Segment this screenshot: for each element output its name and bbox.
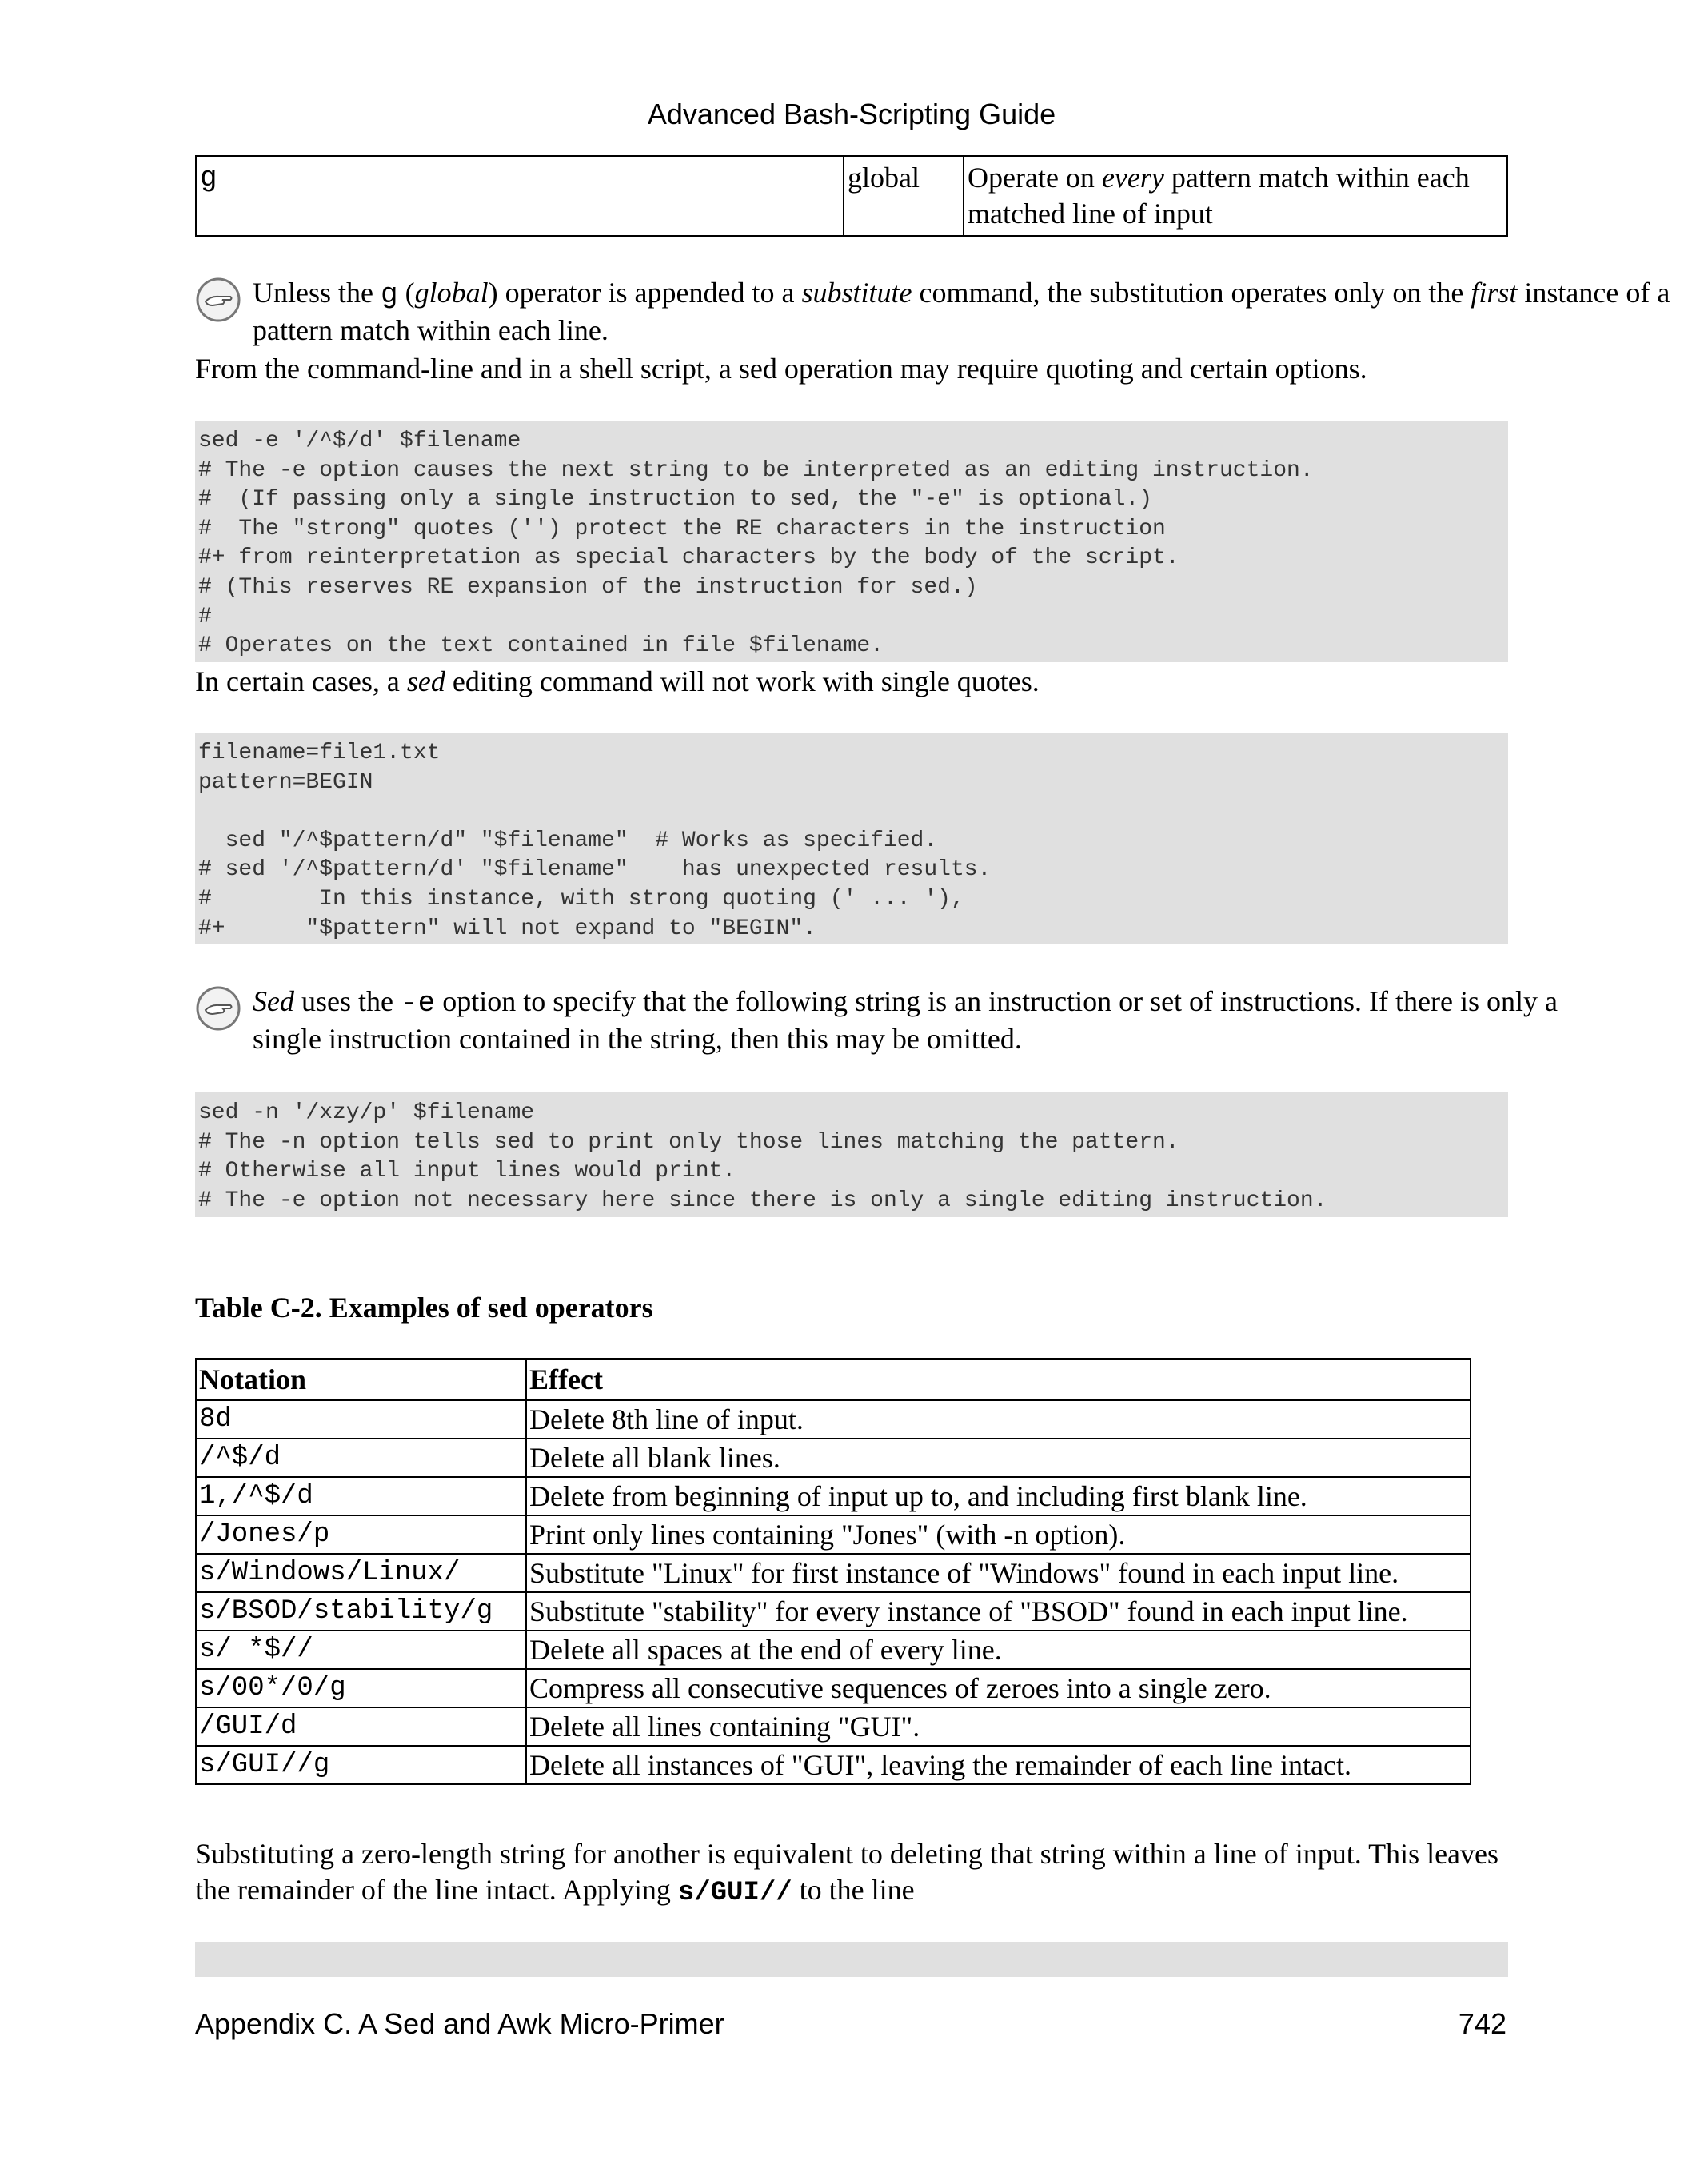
code-line: sed "/^$pattern/d" "$filename" # Works as specified.: [198, 828, 938, 853]
code-line: # The -e option not necessary here since there is only a single editing instruction.: [198, 1188, 1327, 1213]
code-line: # The -e option causes the next string to be interpreted as an editing instruction.: [198, 457, 1314, 483]
effect-cell: Delete all lines containing "GUI".: [526, 1707, 1471, 1746]
code-line: # Otherwise all input lines would print.: [198, 1159, 736, 1184]
table-row: [196, 1746, 1471, 1784]
table-row: [196, 1515, 1471, 1554]
code-line: pattern=BEGIN: [198, 769, 373, 795]
table-row: [196, 1707, 1471, 1746]
code-line: sed -n '/xzy/p' $filename: [198, 1100, 535, 1125]
notation-cell: /GUI/d: [196, 1707, 526, 1746]
code-line: #+ "$pattern" will not expand to "BEGIN".: [198, 916, 816, 941]
effect-cell: Delete all blank lines.: [526, 1439, 1471, 1477]
table-header-row: [196, 1359, 1471, 1400]
table-caption: Table C-2. Examples of sed operators: [195, 1292, 653, 1324]
column-header: Effect: [526, 1359, 1471, 1400]
code-line: # (This reserves RE expansion of the instruction for sed.): [198, 574, 978, 600]
notation-cell: s/Windows/Linux/: [196, 1554, 526, 1592]
paragraph: Substituting a zero-length string for another is equivalent to deleting that string within a line of input. This leaves the remainder of the line intact. Applying s/GUI// to the line: [195, 1838, 1499, 1908]
table-row: [196, 1554, 1471, 1592]
code-block: [195, 1942, 1508, 1977]
table-row: [196, 1669, 1471, 1707]
notation-cell: 1,/^$/d: [196, 1477, 526, 1515]
paragraph: In certain cases, a sed editing command will not work with single quotes.: [195, 665, 1040, 697]
column-header: Notation: [196, 1359, 526, 1400]
effect-cell: Substitute "Linux" for first instance of "Windows" found in each input line.: [526, 1554, 1471, 1592]
desc-text: pattern match within each matched line of input: [968, 162, 1470, 230]
desc-emphasis: every: [1101, 162, 1164, 194]
operator-cell: g: [196, 156, 844, 236]
code-line: filename=file1.txt: [198, 741, 441, 765]
effect-cell: Compress all consecutive sequences of zeroes into a single zero.: [526, 1669, 1471, 1707]
note-text: Unless the g (global) operator is appended to a substitute command, the substitution operates only on the first instance of a pattern match within each line.: [253, 277, 1670, 346]
code-line: # (If passing only a single instruction to sed, the "-e" is optional.): [198, 487, 1152, 513]
table-row: [196, 1400, 1471, 1439]
sed-operators-table: [195, 1358, 1471, 1785]
code-line: [198, 797, 1505, 827]
notation-cell: s/00*/0/g: [196, 1669, 526, 1707]
operator-desc-cell: [964, 156, 1507, 236]
notation-cell: /Jones/p: [196, 1515, 526, 1554]
code-line: # The "strong" quotes ('') protect the RE characters in the instruction: [198, 516, 1166, 541]
effect-cell: Delete 8th line of input.: [526, 1400, 1471, 1439]
operator-name-cell: global: [844, 156, 964, 236]
code-line: # sed '/^$pattern/d' "$filename" has unexpected results.: [198, 857, 992, 883]
table-row: [196, 1439, 1471, 1477]
code-line: #: [198, 604, 212, 629]
notation-cell: /^$/d: [196, 1439, 526, 1477]
notation-cell: s/BSOD/stability/g: [196, 1592, 526, 1631]
notation-cell: s/GUI//g: [196, 1746, 526, 1784]
code-line: #+ from reinterpretation as special characters by the body of the script.: [198, 545, 1179, 571]
table-row: [196, 156, 1507, 236]
desc-text: Operate on: [968, 162, 1102, 194]
table-body: [196, 1400, 1471, 1784]
page-header-title: Advanced Bash-Scripting Guide: [647, 98, 1056, 130]
code-block: [195, 733, 1508, 944]
code-line: # The -n option tells sed to print only those lines matching the pattern.: [198, 1129, 1179, 1155]
notation-cell: s/ *$//: [196, 1631, 526, 1669]
effect-cell: Print only lines containing "Jones" (with -n option).: [526, 1515, 1471, 1554]
effect-cell: Delete from beginning of input up to, and including first blank line.: [526, 1477, 1471, 1515]
effect-cell: Delete all spaces at the end of every line.: [526, 1631, 1471, 1669]
code-line: # In this instance, with strong quoting (' ... '),: [198, 886, 964, 912]
top-table: [195, 155, 1508, 237]
table-row: [196, 1592, 1471, 1631]
pointing-hand-note-icon: [195, 277, 241, 323]
code-block: [195, 1092, 1508, 1217]
pointing-hand-note-icon: [195, 985, 241, 1032]
page-number: 742: [1458, 2007, 1506, 2040]
effect-cell: Substitute "stability" for every instance of "BSOD" found in each input line.: [526, 1592, 1471, 1631]
code-line: sed -e '/^$/d' $filename: [198, 429, 521, 453]
effect-cell: Delete all instances of "GUI", leaving the remainder of each line intact.: [526, 1746, 1471, 1784]
notation-cell: 8d: [196, 1400, 526, 1439]
paragraph: From the command-line and in a shell script, a sed operation may require quoting and certain options.: [195, 353, 1367, 385]
table-row: [196, 1477, 1471, 1515]
code-block: [195, 421, 1508, 662]
footer-chapter-title: Appendix C. A Sed and Awk Micro-Primer: [195, 2007, 724, 2040]
code-line: # Operates on the text contained in file $filename.: [198, 633, 884, 659]
note-text: Sed uses the -e option to specify that the following string is an instruction or set of instructions. If there is only a single instruction contained in the string, then this may be omitted.: [253, 985, 1558, 1055]
table-row: [196, 1631, 1471, 1669]
